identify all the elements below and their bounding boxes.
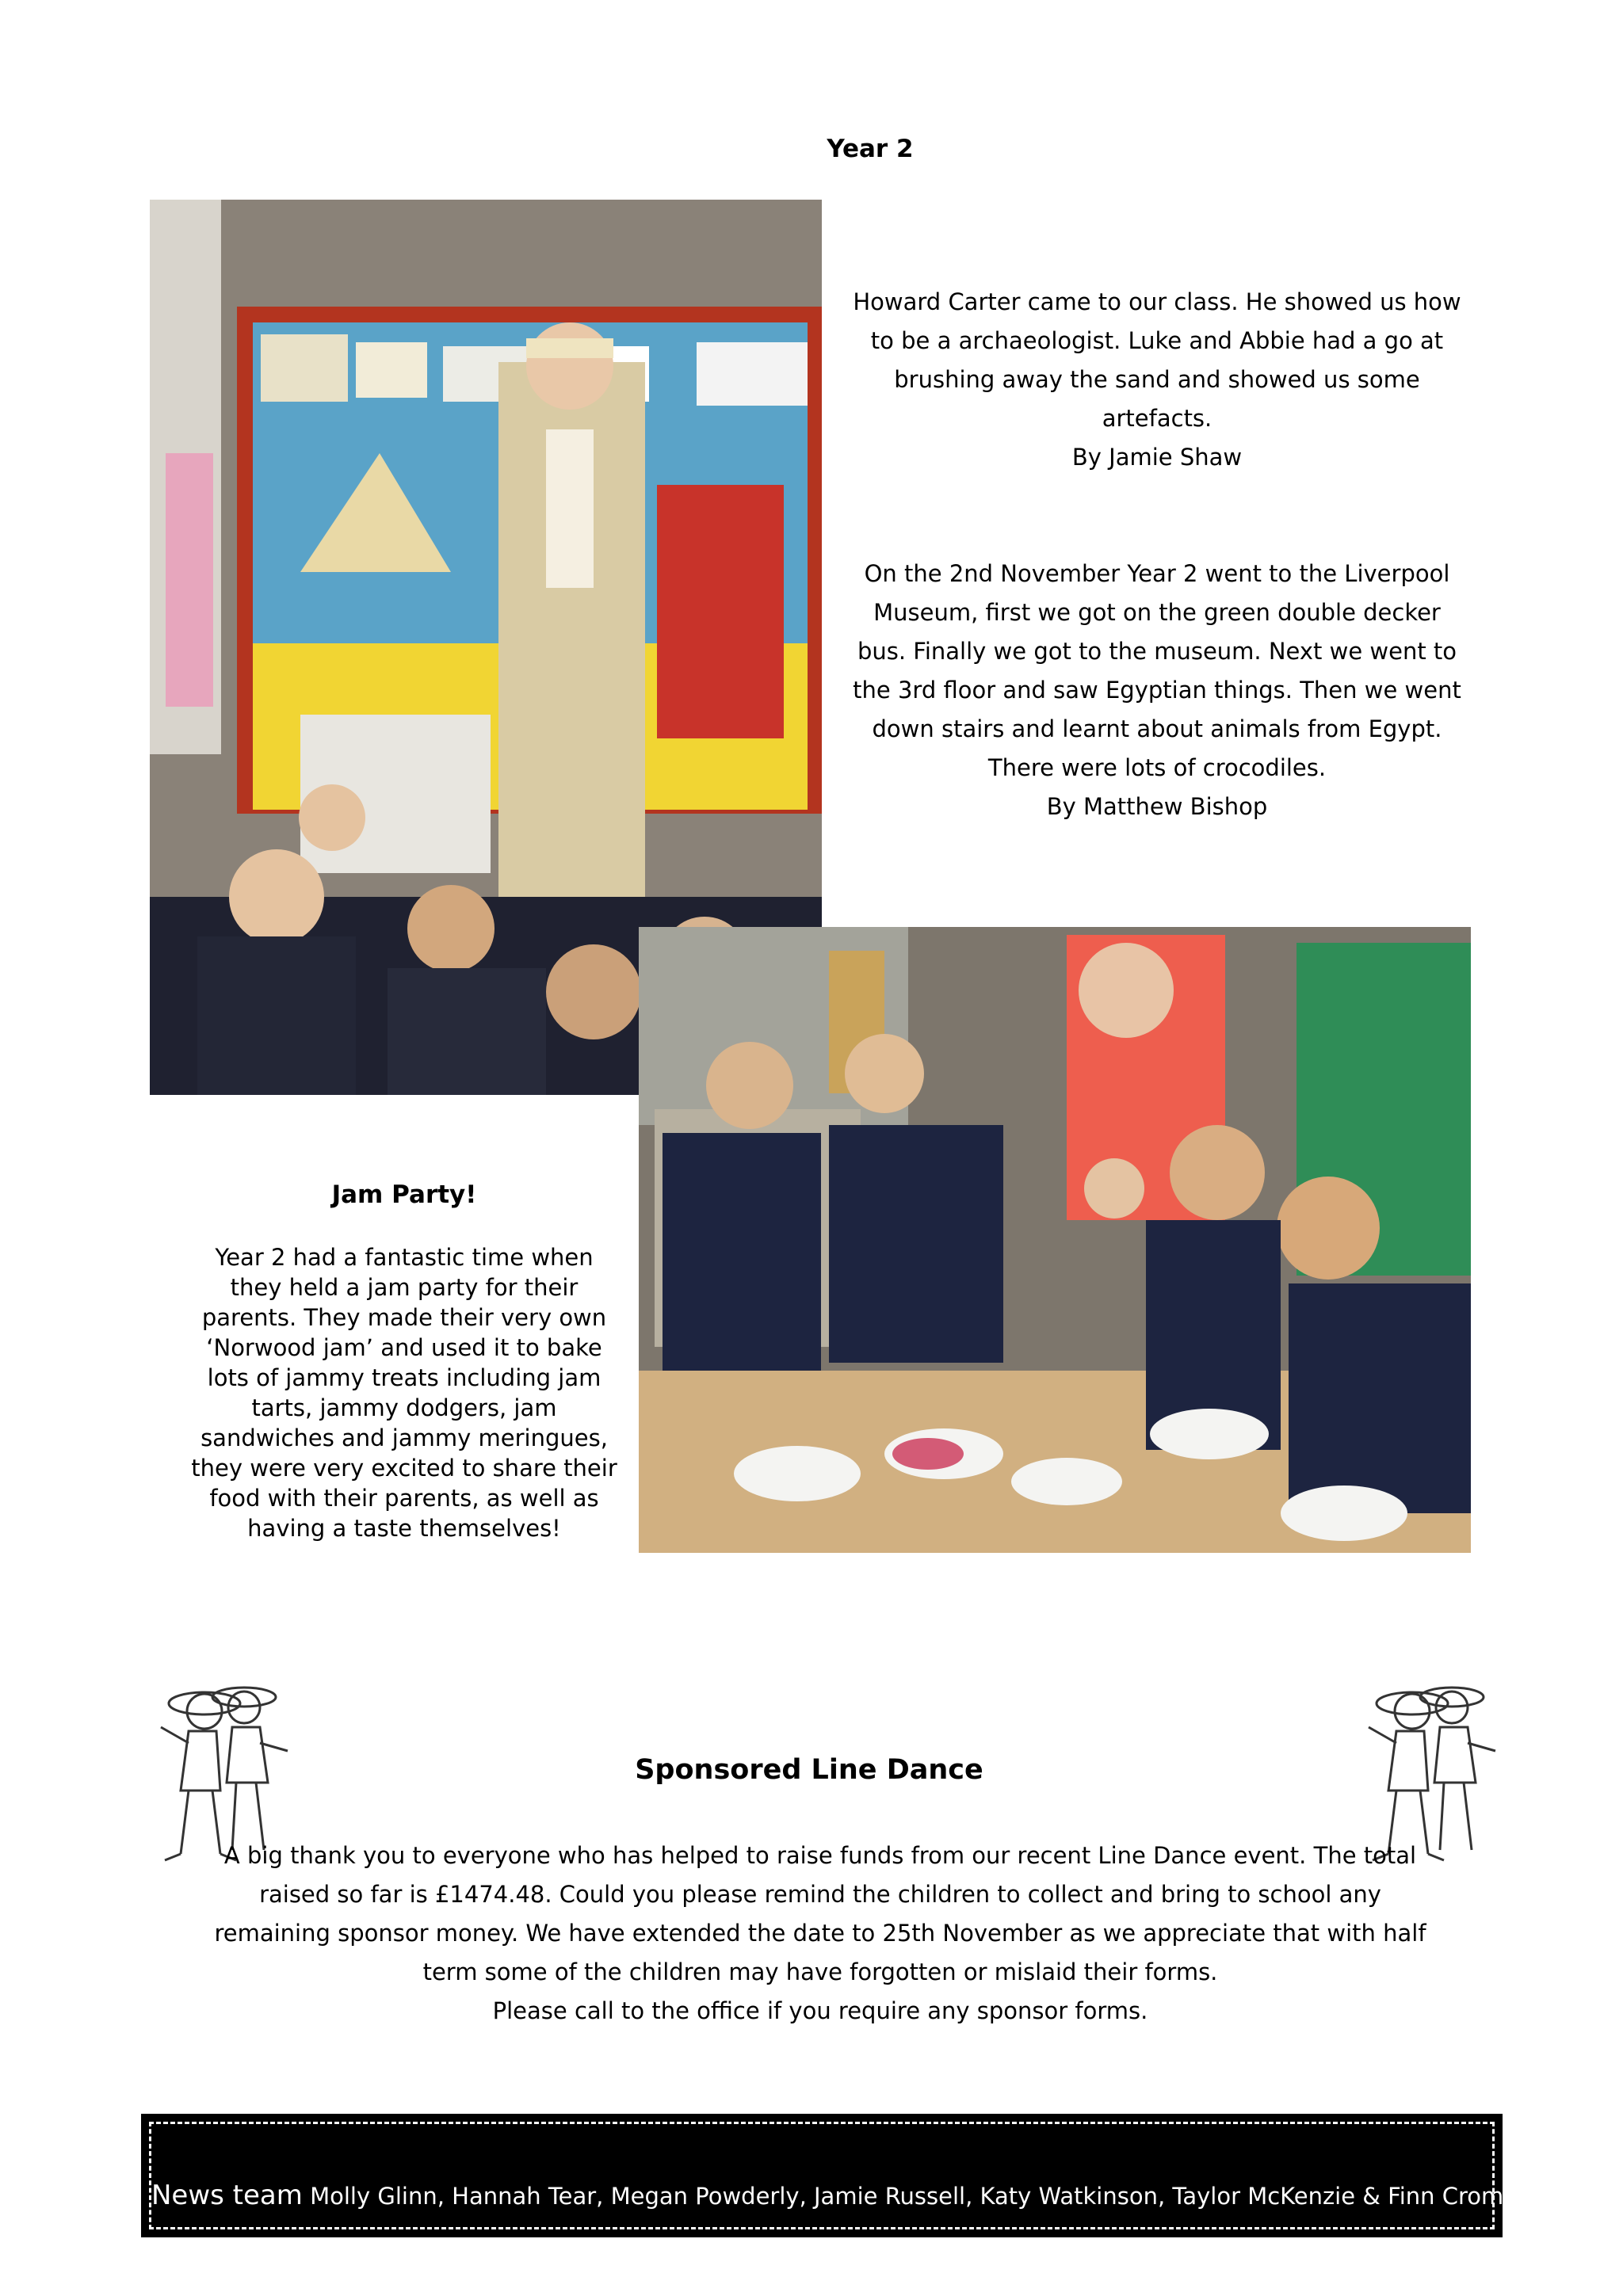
line-dance-note: Please call to the office if you require any sponsor forms. xyxy=(492,1997,1148,2024)
news-team-footer xyxy=(141,2114,1544,2237)
page-title: Year 2 xyxy=(827,135,914,163)
carter-article-text: Howard Carter came to our class. He showed us how to be a archaeologist. Luke and Abbie had a go at brushing away the sand and showed us some artefacts. xyxy=(853,288,1461,432)
museum-article-text: On the 2nd November Year 2 went to the Liverpool Museum, first we got on the green double decker bus. Finally we got to the museum. Next we went to the 3rd floor and saw Egyptian things. Then we went down stairs and learnt about animals from Egypt. There were lots of crocodiles. xyxy=(853,560,1461,781)
jam-party-photo xyxy=(639,927,1471,1553)
museum-article-byline: By Matthew Bishop xyxy=(1046,793,1268,820)
jam-party-text: Year 2 had a fantastic time when they held a jam party for their parents. They made their very own ‘Norwood jam’ and used it to bake lots of jammy treats including jam tarts, jammy dodgers, jam sandwiches and jammy meringues, they were very excited to share their food with their parents, as well as having a taste themselves! xyxy=(191,1244,617,1542)
carter-article-byline: By Jamie Shaw xyxy=(1071,444,1243,471)
line-dance-title: Sponsored Line Dance xyxy=(635,1754,983,1786)
news-team-label: News team xyxy=(151,2180,303,2211)
jam-party-title: Jam Party! xyxy=(331,1180,477,1209)
line-dance-text: A big thank you to everyone who has helped to raise funds from our recent Line Dance event. The total raised so far is £1474.48. Could you please remind the children to collect and bring to school any remaining sponsor money. We have extended the date to 25th November as we appreciate that with half term some of the children may have forgotten or mislaid their forms. xyxy=(214,1842,1426,1985)
news-team-names: Molly Glinn, Hannah Tear, Megan Powderly, Jamie Russell, Katy Watkinson, Taylor McKenzie & Finn Cromack xyxy=(310,2183,1544,2210)
